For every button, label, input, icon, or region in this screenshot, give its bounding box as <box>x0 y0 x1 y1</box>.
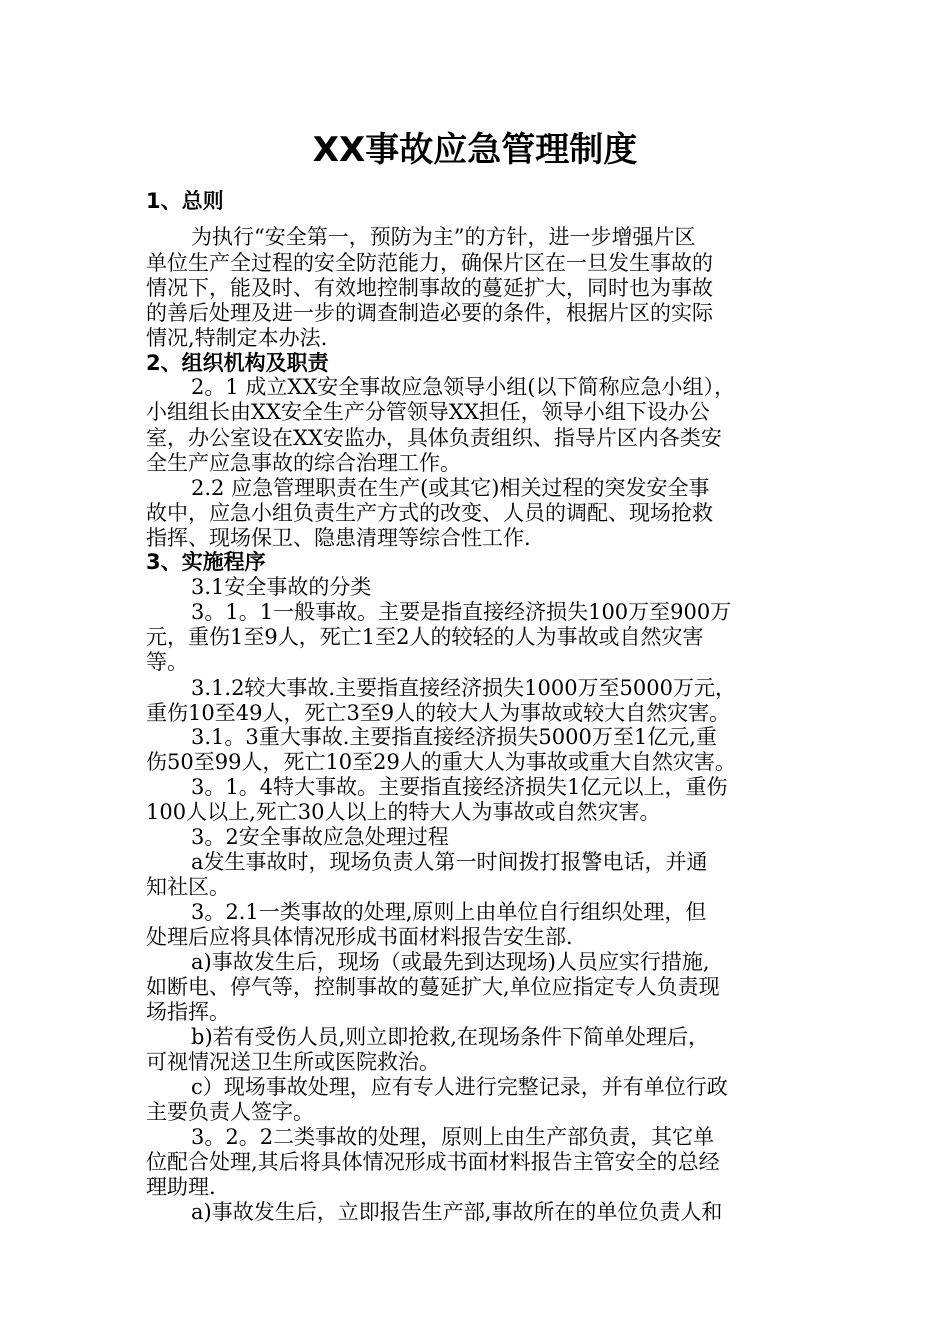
paragraph-line: 全生产应急事故的综合治理工作。 <box>146 451 461 475</box>
paragraph-line: 的善后处理及进一步的调查制造必要的条件，根据片区的实际 <box>146 301 713 325</box>
paragraph-line: 知社区。 <box>146 875 230 899</box>
paragraph-line: 元，重伤1至9人，死亡1至2人的较轻的人为事故或自然灾害 <box>146 625 704 649</box>
paragraph-line: 3.1.2较大事故.主要指直接经济损失1000万至5000万元， <box>191 676 736 700</box>
paragraph-line: 位配合处理,其后将具体情况形成书面材料报告主管安全的总经 <box>146 1150 720 1174</box>
paragraph-line: 为执行“安全第一，预防为主”的方针，进一步增强片区 <box>191 225 696 249</box>
paragraph-line: 3.1安全事故的分类 <box>191 575 372 599</box>
paragraph-line: a)事故发生后，立即报告生产部,事故所在的单位负责人和 <box>191 1200 723 1224</box>
paragraph-line: 2.2 应急管理职责在生产(或其它)相关过程的突发安全事 <box>191 476 710 500</box>
paragraph-line: 3。2安全事故应急处理过程 <box>191 825 449 849</box>
paragraph-line: 100人以上,死亡30人以上的特大人为事故或自然灾害。 <box>146 800 661 824</box>
paragraph-line: 3。2.1一类事故的处理,原则上由单位自行组织处理，但 <box>191 900 707 924</box>
paragraph-line: 等。 <box>146 650 188 674</box>
paragraph-line: a发生事故时，现场负责人第一时间拨打报警电话，并通 <box>191 850 708 874</box>
paragraph-line: 理助理. <box>146 1175 216 1199</box>
document-title: XX事故应急管理制度 <box>312 130 638 170</box>
paragraph-line: 2。1 成立XX安全事故应急领导小组(以下简称应急小组）， <box>191 375 735 399</box>
paragraph-line: 3。1。1一般事故。主要是指直接经济损失100万至900万 <box>191 600 732 624</box>
paragraph-line: 情况下，能及时、有效地控制事故的蔓延扩大，同时也为事故 <box>146 276 713 300</box>
paragraph-line: 情况,特制定本办法. <box>146 326 328 350</box>
paragraph-line: 场指挥。 <box>146 1000 230 1024</box>
paragraph-line: 3。1。4特大事故。主要指直接经济损失1亿元以上，重伤 <box>191 775 728 799</box>
paragraph-line: 3.1。3重大事故.主要指直接经济损失5000万至1亿元,重 <box>191 725 717 749</box>
section-heading: 1、总则 <box>146 189 224 213</box>
paragraph-line: 指挥、现场保卫、隐患清理等综合性工作. <box>146 526 531 550</box>
paragraph-line: 故中，应急小组负责生产方式的改变、人员的调配、现场抢救 <box>146 501 713 525</box>
paragraph-line: 室，办公室设在XX安监办，具体负责组织、指导片区内各类安 <box>146 426 722 450</box>
section-heading: 3、实施程序 <box>146 550 266 574</box>
section-heading: 2、组织机构及职责 <box>146 351 329 375</box>
paragraph-line: 主要负责人签字。 <box>146 1100 314 1124</box>
paragraph-line: c）现场事故处理，应有专人进行完整记录，并有单位行政 <box>191 1075 728 1099</box>
paragraph-line: 处理后应将具体情况形成书面材料报告安生部. <box>146 925 573 949</box>
paragraph-line: 重伤10至49人，死亡3至9人的较大人为事故或较大自然灾害。 <box>146 701 731 725</box>
paragraph-line: 3。2。2二类事故的处理，原则上由生产部负责，其它单 <box>191 1125 715 1149</box>
paragraph-line: 可视情况送卫生所或医院救治。 <box>146 1050 440 1074</box>
paragraph-line: 伤50至99人，死亡10至29人的重大人为事故或重大自然灾害。 <box>146 750 736 774</box>
paragraph-line: a)事故发生后，现场（或最先到达现场)人员应实行措施, <box>191 950 710 974</box>
paragraph-line: 小组组长由XX安全生产分管领导XX担任，领导小组下设办公 <box>146 400 710 424</box>
paragraph-line: 单位生产全过程的安全防范能力，确保片区在一旦发生事故的 <box>146 251 713 275</box>
paragraph-line: 如断电、停气等，控制事故的蔓延扩大,单位应指定专人负责现 <box>146 975 720 999</box>
paragraph-line: b)若有受伤人员,则立即抢救,在现场条件下简单处理后， <box>191 1025 709 1049</box>
